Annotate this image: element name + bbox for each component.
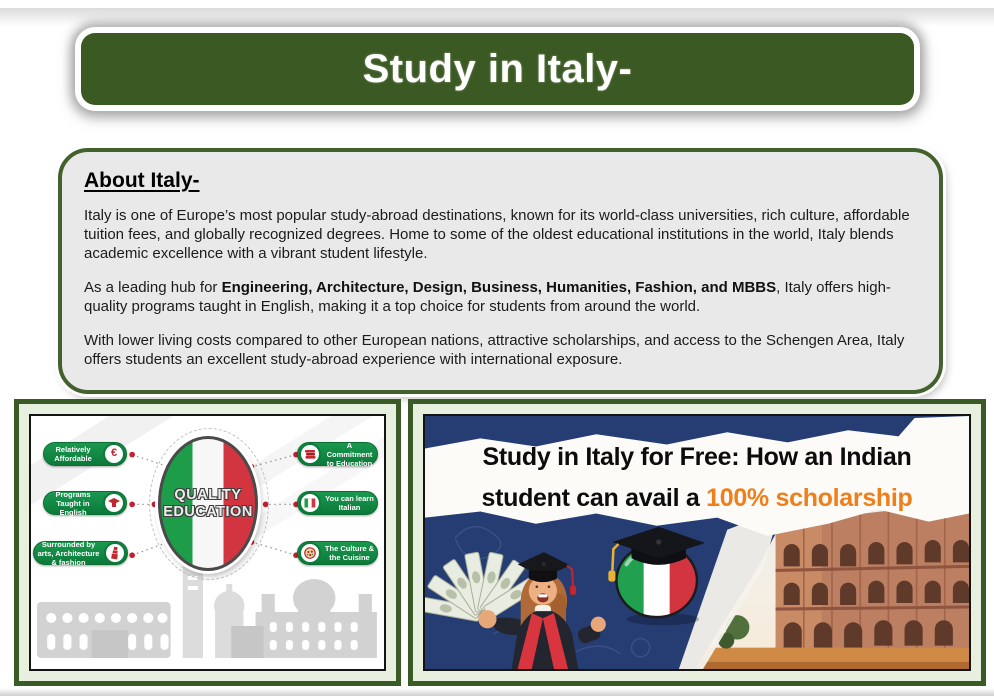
title-banner-fill — [81, 33, 914, 105]
para2-bold-subjects: Engineering, Architecture, Design, Business, Humanities, Fashion, and MBBS — [221, 279, 777, 296]
feature-label: Surrounded by arts, Architecture & fashion — [37, 539, 100, 567]
graduation-cap-icon — [103, 492, 125, 514]
feature-label: The Culture & the Cuisine — [324, 544, 375, 562]
center-title — [161, 439, 255, 568]
books-icon — [299, 443, 321, 465]
feature-pill-culture-cuisine — [297, 541, 378, 565]
center-title-line1: QUALITY — [174, 486, 242, 503]
about-paragraph-2 — [84, 278, 917, 316]
euro-money-icon — [103, 443, 125, 465]
about-heading: About Italy- — [84, 169, 200, 192]
quality-education-image-frame — [14, 399, 401, 686]
headline-line2 — [425, 484, 969, 513]
scholarship-banner — [425, 416, 969, 669]
para2-suffix: , Italy offers high-quality programs taught in English, making it a top choice for students from around the world. — [84, 279, 891, 315]
center-title-line2: EDUCATION — [163, 503, 253, 520]
cuisine-icon — [299, 542, 321, 564]
euro-glyph: € — [110, 447, 118, 460]
headline-highlight: 100% scholarship — [706, 484, 913, 512]
feature-label: Programs Taught in English — [55, 489, 91, 517]
feature-pill-affordable — [43, 442, 127, 466]
about-box — [58, 148, 943, 394]
title-banner — [75, 27, 920, 111]
about-paragraph-1: Italy is one of Europe’s most popular study-abroad destinations, known for its world-class universities, rich culture, affordable tuition fees, and globally recognized degrees. Home to some of the oldest educational institutions in the world, Italy blends academic excellence with a vibrant student lifestyle. — [84, 207, 910, 262]
headline-line2-prefix: student can avail a — [481, 484, 707, 512]
slide-top-shadow — [0, 8, 994, 26]
feature-label: A Commitment to Education — [326, 440, 373, 468]
page-title: Study in Italy- — [362, 46, 633, 91]
feature-label: Relatively Affordable — [54, 445, 92, 463]
headline-line1: Study in Italy for Free: How an Indian — [482, 443, 912, 471]
italian-flag-icon — [299, 492, 321, 514]
quality-education-image — [29, 414, 386, 671]
feature-pill-english-programs — [43, 491, 127, 515]
scholarship-banner-frame — [408, 399, 986, 686]
quality-education-infographic — [31, 416, 384, 669]
feature-pill-commitment-education — [297, 442, 378, 466]
leaning-tower-icon — [104, 542, 126, 564]
about-paragraph-3: With lower living costs compared to other European nations, attractive scholarships, and access to the Schengen Area, Italy offers students an excellent study-abroad experience with international exposure. — [84, 332, 905, 368]
feature-label: You can learn Italian — [325, 494, 374, 512]
italian-flag-oval — [158, 436, 258, 571]
feature-pill-learn-italian — [297, 491, 378, 515]
feature-pill-arts-architecture — [33, 541, 128, 565]
banner-headline — [425, 443, 969, 513]
scholarship-banner-image — [423, 414, 971, 671]
slide-bottom-shadow — [0, 688, 994, 696]
para2-prefix: As a leading hub for — [84, 279, 222, 296]
